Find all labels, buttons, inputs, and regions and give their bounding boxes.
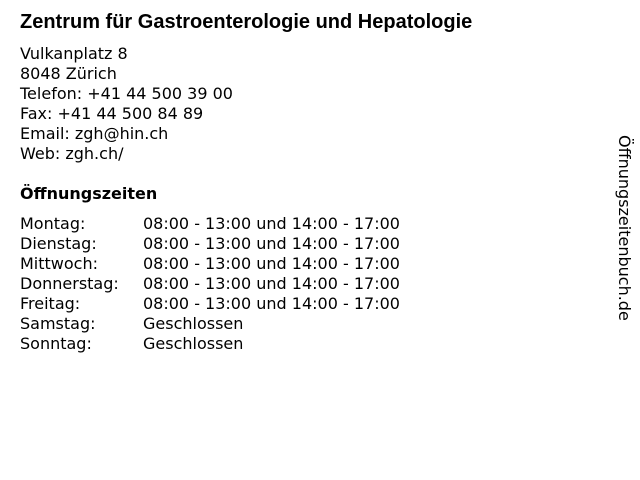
day-label: Freitag: <box>20 294 81 313</box>
day-label: Donnerstag: <box>20 274 119 293</box>
site-watermark: Öffnungszeitenbuch.de <box>615 135 634 321</box>
day-label: Mittwoch: <box>20 254 98 273</box>
day-label: Samstag: <box>20 314 96 333</box>
opening-hours-table <box>20 214 400 354</box>
hours-row-saturday <box>20 314 400 334</box>
time-value: 08:00 - 13:00 und 14:00 - 17:00 <box>143 214 400 233</box>
address-city: 8048 Zürich <box>20 64 117 83</box>
hours-row-tuesday <box>20 234 400 254</box>
opening-hours-heading: Öffnungszeiten <box>20 184 158 203</box>
address-street: Vulkanplatz 8 <box>20 44 128 63</box>
time-value: 08:00 - 13:00 und 14:00 - 17:00 <box>143 274 400 293</box>
time-value: 08:00 - 13:00 und 14:00 - 17:00 <box>143 254 400 273</box>
address-email: Email: zgh@hin.ch <box>20 124 169 143</box>
hours-row-thursday <box>20 274 400 294</box>
time-value: Geschlossen <box>143 334 244 353</box>
time-value: Geschlossen <box>143 314 244 333</box>
address-phone: Telefon: +41 44 500 39 00 <box>20 84 233 103</box>
day-label: Dienstag: <box>20 234 97 253</box>
hours-row-sunday <box>20 334 400 354</box>
address-block <box>20 44 233 164</box>
address-fax: Fax: +41 44 500 84 89 <box>20 104 204 123</box>
hours-row-monday <box>20 214 400 234</box>
day-label: Sonntag: <box>20 334 92 353</box>
hours-row-friday <box>20 294 400 314</box>
time-value: 08:00 - 13:00 und 14:00 - 17:00 <box>143 234 400 253</box>
day-label: Montag: <box>20 214 86 233</box>
address-web: Web: zgh.ch/ <box>20 144 124 163</box>
time-value: 08:00 - 13:00 und 14:00 - 17:00 <box>143 294 400 313</box>
hours-row-wednesday <box>20 254 400 274</box>
page-title: Zentrum für Gastroenterologie und Hepatologie <box>20 11 473 33</box>
